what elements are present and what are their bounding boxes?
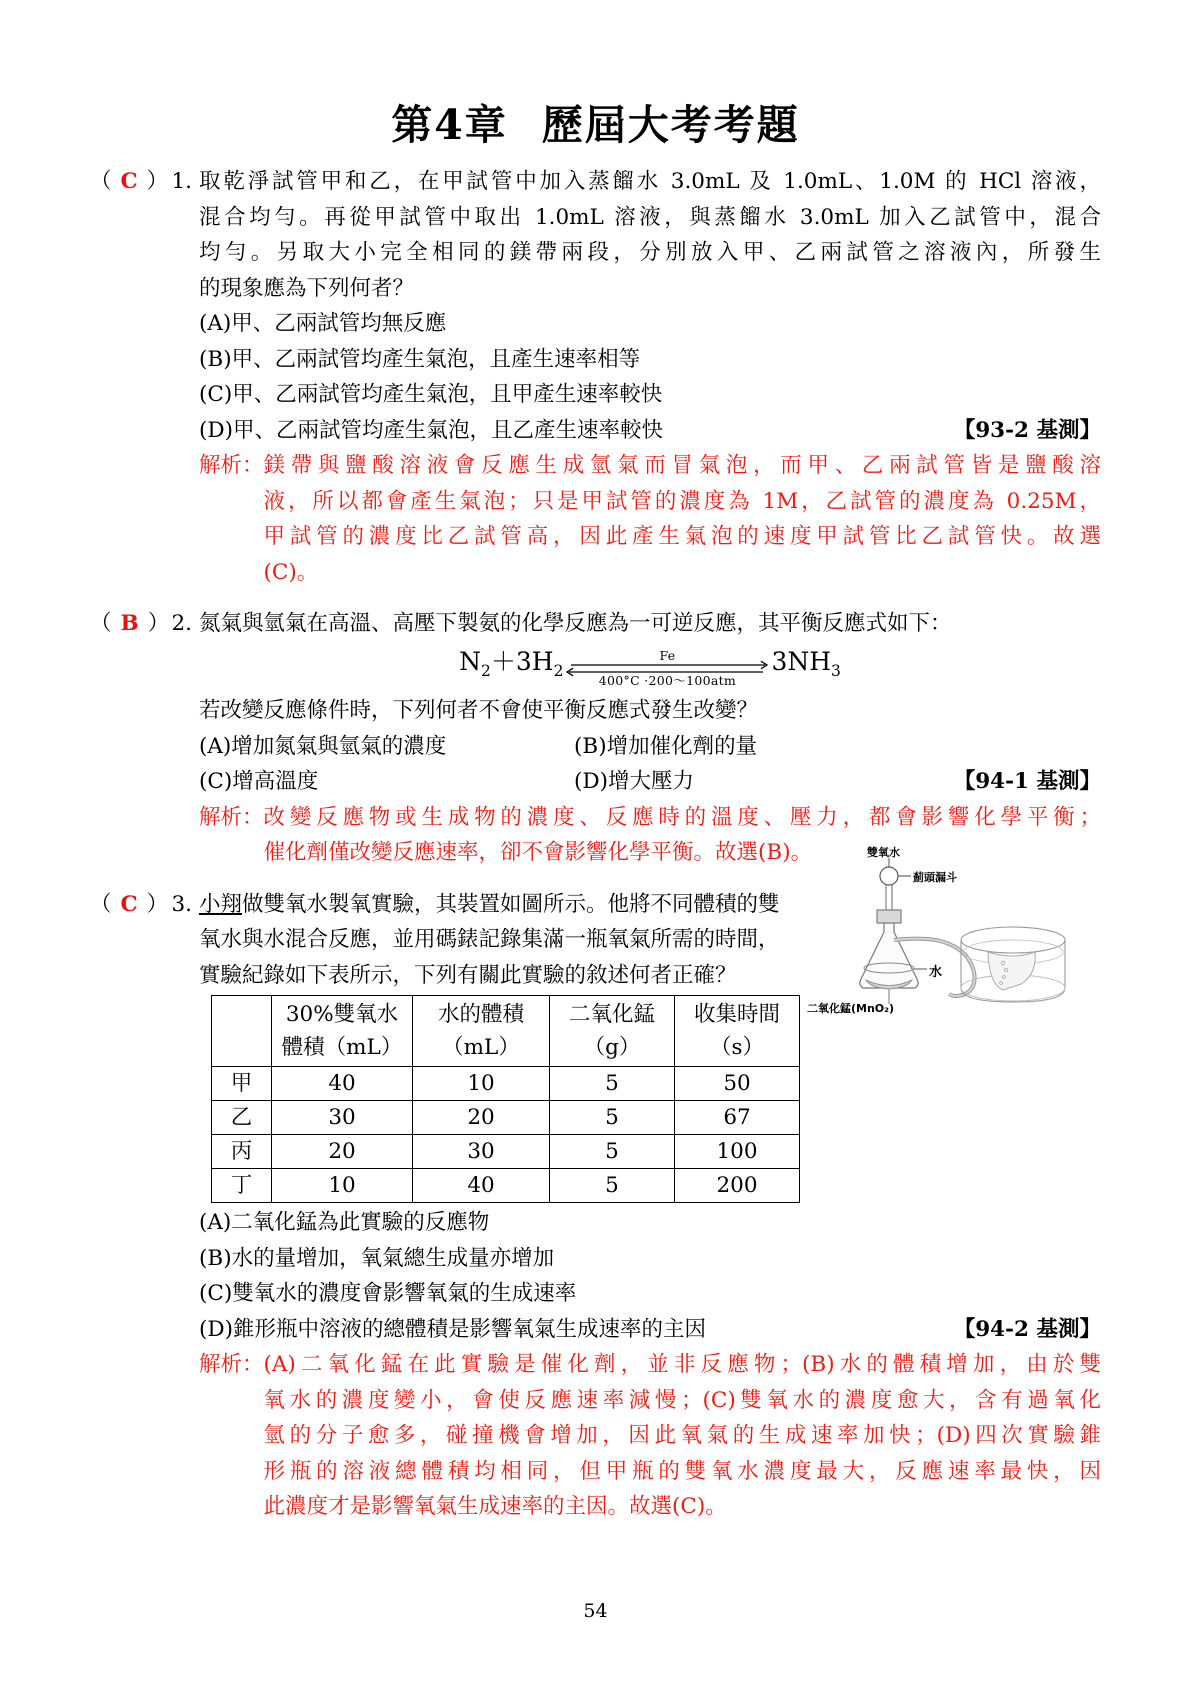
question-text-line: 實驗紀錄如下表所示，下列有關此實驗的敘述何者正確？: [199, 962, 737, 988]
figure-label-thistle-funnel: 薊頭漏斗: [913, 871, 957, 884]
explanation-1: [199, 448, 1101, 590]
chapter-number: 4: [434, 101, 465, 149]
answer-bracket-1: （ C ）: [90, 169, 169, 195]
source-tag-1: 【93-2 基測】: [953, 417, 1101, 443]
options-row-cd: [199, 764, 1101, 800]
question-body-2: [199, 606, 1101, 871]
chapter-unit: 章: [464, 101, 508, 149]
cell-collect-time: 67: [675, 1101, 800, 1135]
option-a: (A)甲、乙兩試管均無反應: [199, 311, 447, 337]
option-d: (D)錐形瓶中溶液的總體積是影響氧氣生成速率的主因: [199, 1316, 707, 1342]
figure-label-mno2: 二氧化錳(MnO₂): [807, 1002, 895, 1015]
table-header-peroxide-volume: 30%雙氧水 體積（mL）: [272, 996, 413, 1067]
explanation-text: [264, 1347, 1101, 1525]
question-text-line: [199, 887, 904, 923]
question-text-line: 氧水與水混合反應，並用碼錶記錄集滿一瓶氧氣所需的時間，: [199, 927, 780, 953]
cell-water-volume: 20: [413, 1101, 550, 1135]
cell-peroxide-volume: 20: [272, 1135, 413, 1169]
options-row-ab: [199, 729, 1101, 765]
question-text-line: 的現象應為下列何者？: [199, 275, 415, 301]
source-tag-2: 【94-1 基測】: [953, 769, 1101, 795]
question-text-line: 取乾淨試管甲和乙，在甲試管中加入蒸餾水 3.0mL 及 1.0mL、1.0M 的 HCl 溶液，: [199, 169, 1101, 195]
table-header-blank: [212, 996, 272, 1067]
question-text-line: 均勻。另取大小完全相同的鎂帶兩段，分別放入甲、乙兩試管之溶液內，所發生: [199, 240, 1101, 266]
answer-bracket-2: （ B ）: [90, 611, 170, 637]
explanation-line: 改變反應物或生成物的濃度、反應時的溫度、壓力，都會影響化學平衡；: [263, 804, 1101, 830]
option-d-row: [199, 413, 1101, 449]
row-label: 甲: [212, 1067, 272, 1101]
option-a: (A)增加氮氣與氫氣的濃度: [199, 733, 447, 759]
option-c: (C)雙氧水的濃度會影響氧氣的生成速率: [199, 1281, 577, 1307]
chapter-title: [90, 0, 1101, 148]
page-number: 54: [583, 1600, 608, 1622]
option-b: (B)水的量增加，氧氣總生成量亦增加: [199, 1245, 555, 1271]
table-row: [212, 1169, 800, 1203]
option-d: (D)甲、乙兩試管均產生氣泡，且乙產生速率較快: [199, 417, 664, 443]
explanation-line: 氧水的濃度變小，會使反應速率減慢；(C)雙氧水的濃度愈大，含有過氧化: [263, 1387, 1101, 1413]
apparatus-diagram: [807, 846, 1075, 1028]
explanation-line: 催化劑僅改變反應速率，卻不會影響化學平衡。故選(B)。: [263, 840, 813, 866]
explanation-3: [199, 1347, 1101, 1525]
table-body: [212, 1067, 800, 1203]
question-body-1: [199, 164, 1101, 590]
table-header-mno2: 二氧化錳 （g）: [550, 996, 675, 1067]
source-tag-3: 【94-2 基測】: [953, 1316, 1101, 1342]
question-text-rest: 做雙氧水製氧實驗，其裝置如圖所示。他將不同體積的雙: [242, 891, 780, 917]
explanation-line: 甲試管的濃度比乙試管高，因此產生氣泡的速度甲試管比乙試管快。故選: [263, 524, 1101, 550]
experiment-data-table: [211, 995, 800, 1203]
cell-mno2: 5: [550, 1101, 675, 1135]
explanation-line: 形瓶的溶液總體積均相同，但甲瓶的雙氧水濃度最大，反應速率最快，因: [263, 1458, 1101, 1484]
answer-letter-2: B: [120, 611, 139, 637]
question-2: [90, 606, 1101, 871]
question-text-line: 氮氣與氫氣在高溫、高壓下製氨的化學反應為一可逆反應，其平衡反應式如下：: [199, 611, 952, 637]
figure-label-water: 水: [929, 965, 943, 980]
cell-water-volume: 10: [413, 1067, 550, 1101]
cell-collect-time: 200: [675, 1169, 800, 1203]
cell-peroxide-volume: 30: [272, 1101, 413, 1135]
cell-collect-time: 50: [675, 1067, 800, 1101]
row-label: 丙: [212, 1135, 272, 1169]
explanation-line: 鎂帶與鹽酸溶液會反應生成氫氣而冒氣泡，而甲、乙兩試管皆是鹽酸溶: [263, 453, 1101, 479]
equation-reactants: $N_2+3H_2$: [459, 646, 564, 680]
table-header-collect-time: 收集時間 （s）: [675, 996, 800, 1067]
explanation-label: 解析：: [199, 1352, 264, 1378]
cell-mno2: 5: [550, 1135, 675, 1169]
option-b: (B)增加催化劑的量: [574, 733, 758, 759]
option-c: (C)甲、乙兩試管均產生氣泡，且甲產生速率較快: [199, 382, 663, 408]
option-b: (B)甲、乙兩試管均產生氣泡，且產生速率相等: [199, 346, 641, 372]
explanation-line: (A)二氧化錳在此實驗是催化劑，並非反應物；(B)水的體積增加，由於雙: [263, 1352, 1101, 1378]
question-number-1: 1.: [171, 169, 192, 195]
cell-mno2: 5: [550, 1169, 675, 1203]
answer-letter-1: C: [120, 169, 138, 195]
cell-water-volume: 40: [413, 1169, 550, 1203]
option-d: 【94-1 基測】 (D)增大壓力: [574, 764, 1101, 800]
explanation-text: [264, 448, 1101, 590]
figure-label-peroxide: 雙氧水: [867, 846, 900, 859]
table-header-water-volume: 水的體積 （mL）: [413, 996, 550, 1067]
student-name: 小翔: [199, 891, 243, 917]
row-label: 丁: [212, 1169, 272, 1203]
question-text-line: 若改變反應條件時，下列何者不會使平衡反應式發生改變？: [199, 698, 759, 724]
chapter-title-text: 歷屆大考考題: [541, 101, 800, 149]
question-1: [90, 164, 1101, 590]
explanation-line: 液，所以都會產生氣泡；只是甲試管的濃度為 1M，乙試管的濃度為 0.25M，: [263, 488, 1101, 514]
table-header-row: [212, 996, 800, 1067]
cell-peroxide-volume: 10: [272, 1169, 413, 1203]
table-row: [212, 1135, 800, 1169]
explanation-line: 氫的分子愈多，碰撞機會增加，因此氧氣的生成速率加快；(D)四次實驗錐: [263, 1423, 1101, 1449]
conditions-label: 400°C ·200～100atm: [598, 673, 737, 689]
cell-water-volume: 30: [413, 1135, 550, 1169]
row-label: 乙: [212, 1101, 272, 1135]
question-number-3: 3.: [171, 891, 192, 917]
cell-collect-time: 100: [675, 1135, 800, 1169]
chapter-prefix: 第: [391, 101, 435, 149]
explanation-line: (C)。: [263, 559, 319, 585]
explanation-line: 此濃度才是影響氧氣生成速率的主因。故選(C)。: [263, 1494, 727, 1520]
table-row: [212, 1101, 800, 1135]
option-c: (C)增高溫度: [199, 769, 319, 795]
question-number-2: 2.: [171, 611, 192, 637]
cell-mno2: 5: [550, 1067, 675, 1101]
table-row: [212, 1067, 800, 1101]
option-a: (A)二氧化錳為此實驗的反應物: [199, 1210, 490, 1236]
option-d-row: [199, 1312, 1101, 1348]
chemical-equation: [199, 644, 1101, 690]
answer-bracket-3: （ C ）: [90, 891, 169, 917]
cell-peroxide-volume: 40: [272, 1067, 413, 1101]
question-text-line: 混合均勻。再從甲試管中取出 1.0mL 溶液，與蒸餾水 3.0mL 加入乙試管中，混合: [199, 204, 1101, 230]
explanation-label: 解析：: [199, 453, 264, 479]
answer-letter-3: C: [120, 891, 138, 917]
equilibrium-arrows-icon: [565, 649, 769, 689]
equation-products: $3NH_3$: [771, 646, 841, 680]
catalyst-label: Fe: [659, 647, 676, 663]
explanation-label: 解析：: [199, 804, 264, 830]
